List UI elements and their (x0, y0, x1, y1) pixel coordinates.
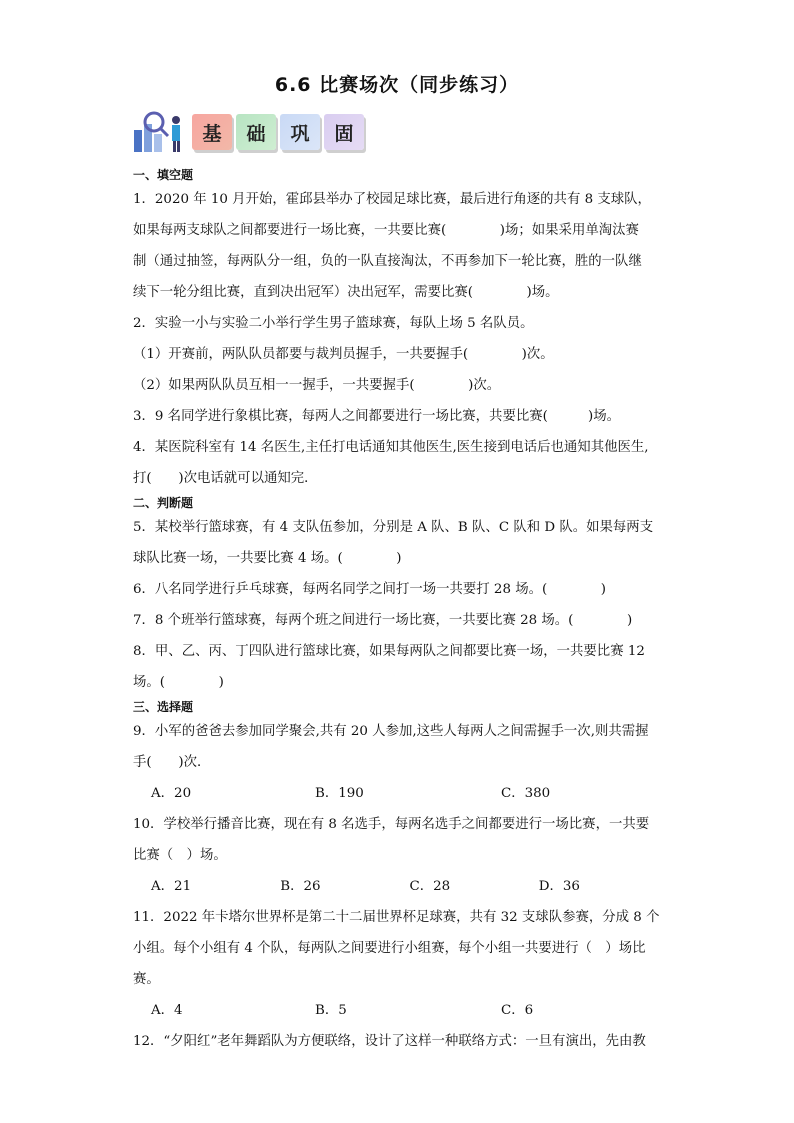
section-heading: 三、选择题 (133, 700, 194, 714)
question-line: 4．某医院科室有 14 名医生,主任打电话通知其他医生,医生接到电话后也通知其他医生, (133, 440, 649, 455)
section-heading: 二、判断题 (133, 496, 194, 510)
banner-tile: 础 (236, 114, 276, 150)
option-b: B．5 (315, 1003, 347, 1018)
banner-tile: 基 (192, 114, 232, 150)
question-line: 赛。 (133, 972, 160, 987)
question-line: （1）开赛前，两队队员都要与裁判员握手，一共要握手( )次。 (133, 347, 554, 362)
section-heading: 一、填空题 (133, 168, 194, 182)
question-line: 球队比赛一场，一共要比赛 4 场。( ) (133, 551, 402, 566)
option-c: C．380 (501, 786, 551, 801)
option-a: A．21 (151, 879, 192, 894)
question-line: 9．小军的爸爸去参加同学聚会,共有 20 人参加,这些人每两人之间需握手一次,则共需握 (133, 724, 649, 739)
magnifier-chart-icon (132, 110, 188, 154)
option-b: B．26 (280, 879, 321, 894)
option-a: A．20 (151, 786, 192, 801)
question-line: 比赛（ ）场。 (133, 848, 227, 863)
question-line: 小组。每个小组有 4 个队，每两队之间要进行小组赛，每个小组一共要进行（ ）场比 (133, 941, 646, 956)
question-line: 10．学校举行播音比赛，现在有 8 名选手，每两名选手之间都要进行一场比赛，一共要 (133, 817, 650, 832)
option-c: C．28 (409, 879, 451, 894)
option-d: D．36 (538, 879, 580, 894)
option-a: A．4 (151, 1003, 183, 1018)
page-title: 6.6 比赛场次（同步练习） (274, 74, 520, 96)
worksheet-content (133, 166, 668, 1057)
banner-tile: 固 (324, 114, 364, 150)
question-line: 2．实验一小与实验二小举行学生男子篮球赛，每队上场 5 名队员。 (133, 316, 534, 331)
question-line: 场。( ) (133, 675, 224, 690)
question-line: 7．8 个班举行篮球赛，每两个班之间进行一场比赛，一共要比赛 28 场。( ) (133, 613, 633, 628)
answer-options (133, 871, 668, 902)
question-line: 打( )次电话就可以通知完． (133, 471, 318, 486)
question-line: 3．9 名同学进行象棋比赛，每两人之间都要进行一场比赛，共要比赛( )场。 (133, 409, 621, 424)
question-line: 1．2020 年 10 月开始，霍邱县举办了校园足球比赛，最后进行角逐的共有 8 支球队， (133, 192, 651, 207)
option-c: C．6 (501, 1003, 534, 1018)
question-line: 续下一轮分组比赛，直到决出冠军）决出冠军，需要比赛( )场。 (133, 285, 559, 300)
banner-tile: 巩 (280, 114, 320, 150)
question-line: 8．甲、乙、丙、丁四队进行篮球比赛，如果每两队之间都要比赛一场，一共要比赛 12 (133, 644, 645, 659)
question-line: 12．“夕阳红”老年舞蹈队为方便联络，设计了这样一种联络方式：一旦有演出，先由教 (133, 1034, 646, 1049)
question-line: 制（通过抽签，每两队分一组，负的一队直接淘汰，不再参加下一轮比赛，胜的一队继 (133, 254, 642, 269)
question-line: （2）如果两队队员互相一一握手，一共要握手( )次。 (133, 378, 501, 393)
section-banner (132, 108, 382, 154)
option-b: B．190 (315, 786, 364, 801)
question-line: 11．2022 年卡塔尔世界杯是第二十二届世界杯足球赛，共有 32 支球队参赛，分成 8 个 (133, 910, 660, 925)
answer-options (133, 995, 668, 1026)
question-line: 6．八名同学进行乒乓球赛，每两名同学之间打一场一共要打 28 场。( ) (133, 582, 607, 597)
answer-options (133, 778, 668, 809)
question-line: 如果每两支球队之间都要进行一场比赛，一共要比赛( )场；如果采用单淘汰赛 (133, 223, 639, 238)
question-line: 手( )次． (133, 755, 211, 770)
question-line: 5．某校举行篮球赛，有 4 支队伍参加，分别是 A 队、B 队、C 队和 D 队。如果每两支 (133, 520, 654, 535)
